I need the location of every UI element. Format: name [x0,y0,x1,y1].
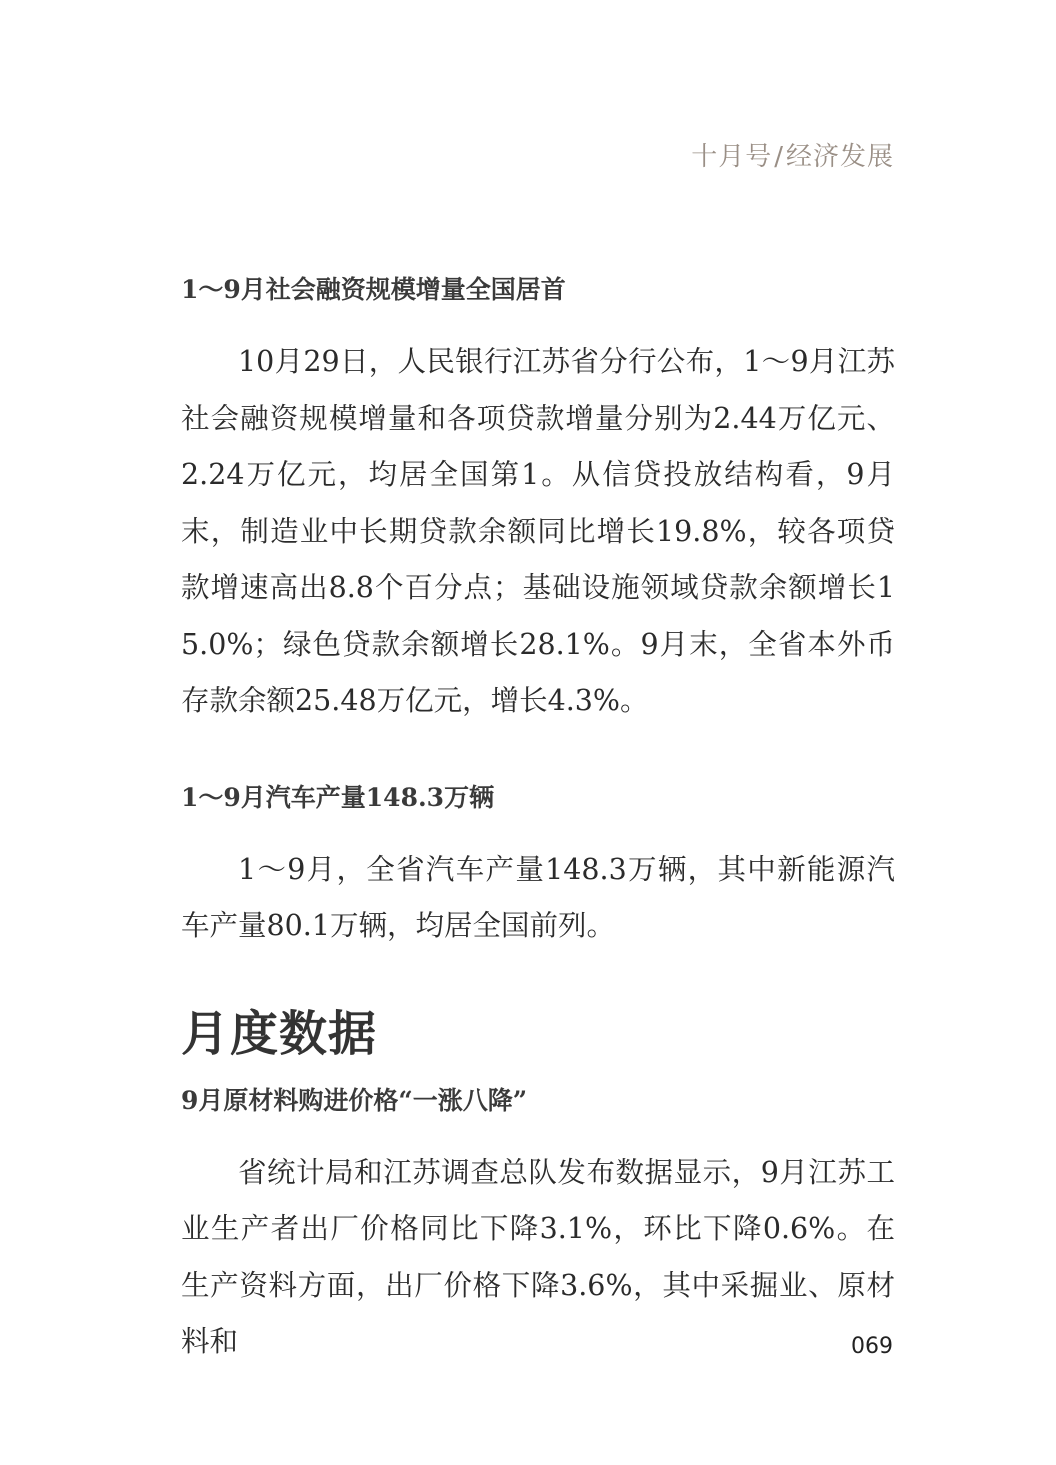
paragraph-prices: 省统计局和江苏调查总队发布数据显示，9月江苏工业生产者出厂价格同比下降3.1%，环比下降0.6%。在生产资料方面，出厂价格下降3.6%，其中采掘业、原材料和 [181,1155,895,1358]
column-label: 经济发展 [785,142,894,172]
paragraph-auto: 1～9月，全省汽车产量148.3万辆，其中新能源汽车产量80.1万辆，均居全国前列。 [181,852,895,942]
running-header [691,136,894,173]
paragraph-financing: 10月29日，人民银行江苏省分行公布，1～9月江苏社会融资规模增量和各项贷款增量分别为2.44万亿元、2.24万亿元，均居全国第1。从信贷投放结构看，9月末，制造业中长期贷款余额同比增长19.8%，较各项贷款增速高出8.8个百分点；基础设施领域贷款余额增长15.0%；绿色贷款余额增长28.1%。9月末，全省本外币存款余额25.48万亿元，增长4.3%。 [181,345,895,717]
section-heading-financing: 1～9月社会融资规模增量全国居首 [181,275,566,304]
section-heading-prices: 9月原材料购进价格“一涨八降” [181,1085,528,1115]
article-body [181,266,895,1371]
monthly-data-title: 月度数据 [181,1005,378,1062]
header-separator: / [774,142,784,172]
page-number: 069 [851,1334,893,1359]
issue-label: 十月号 [691,142,773,172]
section-heading-auto: 1～9月汽车产量148.3万辆 [181,782,495,812]
